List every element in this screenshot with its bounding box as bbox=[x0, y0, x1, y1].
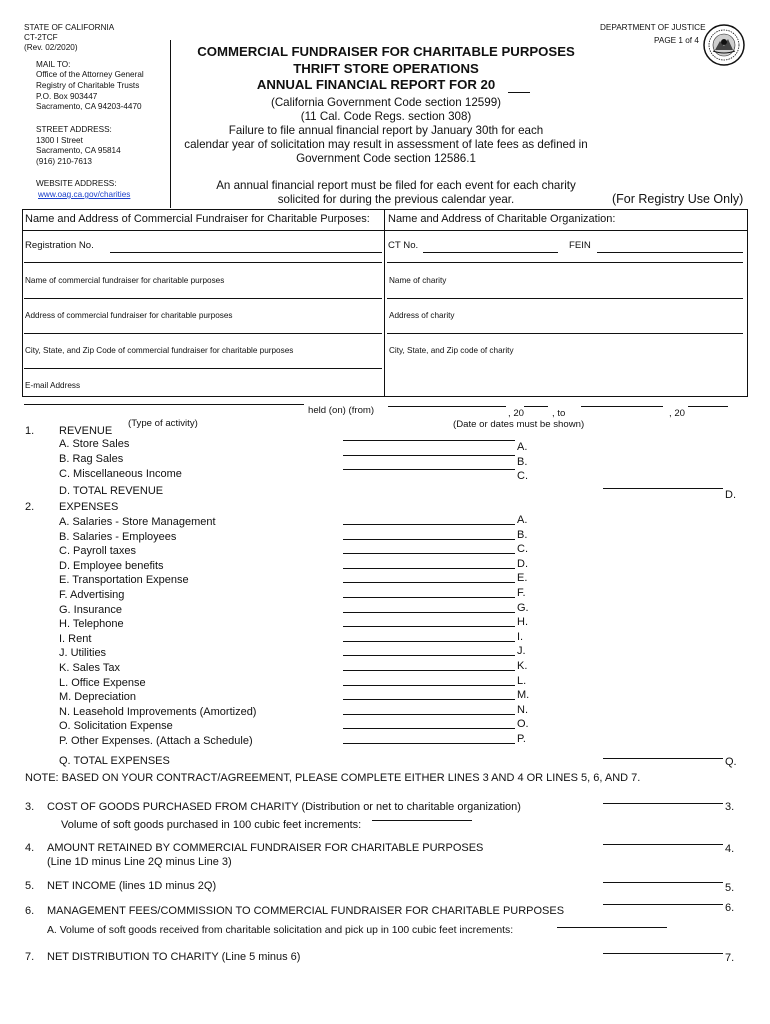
start-year-input[interactable] bbox=[524, 406, 548, 407]
total-revenue-input[interactable] bbox=[603, 488, 723, 489]
fundraiser-name-label: Name of commercial fundraiser for charitable purposes bbox=[25, 276, 225, 285]
line-end-number: 7. bbox=[725, 952, 735, 964]
year-label: , 20 bbox=[508, 408, 525, 419]
registration-input[interactable] bbox=[110, 240, 382, 253]
management-fees-input[interactable] bbox=[603, 904, 723, 905]
line-letter: H. bbox=[517, 616, 528, 629]
activity-type-caption: (Type of activity) bbox=[128, 418, 198, 429]
store-sales-input[interactable] bbox=[343, 440, 515, 441]
expense-amount-input[interactable] bbox=[343, 655, 515, 656]
expense-item-label: J. Utilities bbox=[59, 647, 107, 660]
line-letter: N. bbox=[517, 703, 528, 716]
cost-of-goods-label: COST OF GOODS PURCHASED FROM CHARITY (Distribution or net to charitable organization) bbox=[47, 801, 521, 813]
website-label: WEBSITE ADDRESS: bbox=[36, 179, 117, 188]
line-letter: E. bbox=[517, 572, 528, 585]
line-end-number: 3. bbox=[725, 801, 735, 813]
line-letter: I. bbox=[517, 630, 524, 643]
line-letter: L. bbox=[517, 674, 527, 687]
expense-item-label: F. Advertising bbox=[59, 589, 125, 601]
line-letter: P. bbox=[517, 733, 526, 745]
line-number: 6. bbox=[25, 905, 35, 917]
form-revision: (Rev. 02/2020) bbox=[24, 43, 78, 52]
fundraiser-name-input[interactable] bbox=[24, 262, 382, 263]
fundraiser-address-input[interactable] bbox=[24, 298, 382, 299]
amount-retained-label: AMOUNT RETAINED BY COMMERCIAL FUNDRAISER FOR CHARITABLE PURPOSES bbox=[47, 842, 484, 854]
line-number: 7. bbox=[25, 951, 35, 963]
filing-note: solicited for during the previous calendar year. bbox=[277, 193, 515, 206]
activity-type-input[interactable] bbox=[24, 404, 304, 405]
misc-income-input[interactable] bbox=[343, 469, 515, 470]
expense-item-label: K. Sales Tax bbox=[59, 662, 120, 674]
rag-sales-input[interactable] bbox=[343, 455, 515, 456]
line-end-number: 4. bbox=[725, 843, 735, 855]
form-title: COMMERCIAL FUNDRAISER FOR CHARITABLE PURPOSES bbox=[197, 44, 575, 59]
expense-item-label: B. Salaries - Employees bbox=[59, 530, 177, 543]
department-label: DEPARTMENT OF JUSTICE bbox=[600, 23, 706, 32]
line-letter: C. bbox=[517, 543, 528, 556]
expense-item-label: I. Rent bbox=[59, 632, 92, 645]
report-year-title: ANNUAL FINANCIAL REPORT FOR 20 bbox=[256, 77, 496, 92]
charity-name-label: Name of charity bbox=[389, 276, 447, 285]
expense-amount-input[interactable] bbox=[343, 597, 515, 598]
revenue-item: C. Miscellaneous Income bbox=[59, 468, 182, 480]
expense-item-label: N. Leasehold Improvements (Amortized) bbox=[59, 705, 257, 718]
start-date-input[interactable] bbox=[388, 406, 506, 407]
expense-item-label: D. Employee benefits bbox=[59, 559, 164, 572]
page-number: PAGE 1 of 4 bbox=[654, 36, 699, 45]
filing-note: An annual financial report must be filed for each event for each charity bbox=[216, 179, 576, 192]
line-letter: F. bbox=[517, 587, 526, 599]
management-fees-label: MANAGEMENT FEES/COMMISSION TO COMMERCIAL FUNDRAISER FOR CHARITABLE PURPOSES bbox=[47, 905, 565, 917]
soft-goods-volume-label: Volume of soft goods purchased in 100 cubic feet increments: bbox=[61, 819, 362, 831]
mail-to-line: Sacramento, CA 94203-4470 bbox=[36, 102, 142, 111]
email-input[interactable] bbox=[24, 368, 382, 369]
expense-amount-input[interactable] bbox=[343, 743, 515, 744]
line-letter: C. bbox=[517, 470, 528, 482]
fundraiser-address-label: Address of commercial fundraiser for charitable purposes bbox=[25, 311, 233, 320]
revenue-item: B. Rag Sales bbox=[59, 453, 124, 465]
expense-amount-input[interactable] bbox=[343, 714, 515, 715]
cost-of-goods-input[interactable] bbox=[603, 803, 723, 804]
line-number: 4. bbox=[25, 842, 35, 854]
line-letter: O. bbox=[517, 718, 529, 731]
registry-use-label: (For Registry Use Only) bbox=[612, 192, 744, 206]
line-letter: A. bbox=[517, 441, 528, 453]
year-label: , 20 bbox=[669, 408, 686, 419]
end-year-input[interactable] bbox=[688, 406, 728, 407]
line-letter: Q. bbox=[725, 756, 737, 768]
form-id: CT-2TCF bbox=[24, 33, 58, 42]
fein-label: FEIN bbox=[569, 240, 591, 251]
charity-address-label: Address of charity bbox=[389, 311, 455, 320]
expense-item-label: C. Payroll taxes bbox=[59, 545, 137, 558]
revenue-total: D. TOTAL REVENUE bbox=[59, 485, 164, 497]
charity-address-input[interactable] bbox=[387, 298, 743, 299]
expense-item-label: E. Transportation Expense bbox=[59, 574, 189, 587]
expense-amount-input[interactable] bbox=[343, 568, 515, 569]
code-citation: (11 Cal. Code Regs. section 308) bbox=[300, 110, 472, 123]
line-letter: M. bbox=[517, 689, 530, 702]
late-fee-warning: Failure to file annual financial report by January 30th for each bbox=[228, 124, 544, 137]
phone-number: (916) 210-7613 bbox=[36, 157, 92, 166]
expense-item-label: L. Office Expense bbox=[59, 676, 146, 689]
code-citation: (California Government Code section 12599) bbox=[270, 96, 502, 109]
line-letter: A. bbox=[517, 514, 528, 526]
charity-name-input[interactable] bbox=[387, 262, 743, 263]
expense-amount-input[interactable] bbox=[343, 728, 515, 729]
expense-amount-input[interactable] bbox=[343, 670, 515, 671]
line-end-number: 6. bbox=[725, 902, 735, 914]
expenses-number: 2. bbox=[25, 501, 35, 513]
mail-to-line: P.O. Box 903447 bbox=[36, 92, 98, 101]
website-link[interactable]: www.oag.ca.gov/charities bbox=[38, 190, 131, 199]
charity-heading: Name and Address of Charitable Organization: bbox=[388, 213, 616, 225]
line-letter: J. bbox=[517, 645, 526, 658]
mail-to-line: Office of the Attorney General bbox=[36, 70, 144, 79]
to-label: , to bbox=[552, 408, 566, 419]
fundraiser-city-label: City, State, and Zip Code of commercial fundraiser for charitable purposes bbox=[25, 346, 294, 355]
end-date-input[interactable] bbox=[581, 406, 663, 407]
total-expenses-input[interactable] bbox=[603, 758, 723, 759]
line-letter: D. bbox=[517, 557, 528, 570]
charity-city-input[interactable] bbox=[387, 333, 743, 334]
line-number: 5. bbox=[25, 880, 35, 892]
expense-amount-input[interactable] bbox=[343, 685, 515, 686]
fundraiser-heading: Name and Address of Commercial Fundraiser for Charitable Purposes: bbox=[25, 213, 370, 225]
soft-goods-received-input[interactable] bbox=[557, 927, 667, 928]
expense-item-label: O. Solicitation Expense bbox=[59, 720, 173, 733]
expense-item-label: M. Depreciation bbox=[59, 691, 137, 704]
line-letter: K. bbox=[517, 660, 528, 672]
fein-input[interactable] bbox=[597, 240, 743, 253]
ct-no-label: CT No. bbox=[388, 240, 419, 251]
dates-caption: (Date or dates must be shown) bbox=[453, 419, 585, 430]
amount-retained-formula: (Line 1D minus Line 2Q minus Line 3) bbox=[47, 856, 232, 868]
street-line: 1300 I Street bbox=[36, 136, 83, 145]
expenses-total: Q. TOTAL EXPENSES bbox=[59, 755, 170, 767]
net-income-label: NET INCOME (lines 1D minus 2Q) bbox=[47, 880, 217, 892]
amount-retained-input[interactable] bbox=[603, 844, 723, 845]
state-seal-icon bbox=[703, 24, 745, 66]
charity-city-label: City, State, and Zip code of charity bbox=[389, 346, 514, 355]
state-label: STATE OF CALIFORNIA bbox=[24, 23, 115, 32]
expense-amount-input[interactable] bbox=[343, 539, 515, 540]
expense-amount-input[interactable] bbox=[343, 582, 515, 583]
expense-amount-input[interactable] bbox=[343, 553, 515, 554]
expense-item-label: A. Salaries - Store Management bbox=[59, 516, 216, 528]
street-label: STREET ADDRESS: bbox=[36, 125, 112, 134]
late-fee-warning: Government Code section 12586.1 bbox=[296, 152, 476, 165]
form-subtitle: THRIFT STORE OPERATIONS bbox=[293, 61, 479, 76]
instructions-note: NOTE: BASED ON YOUR CONTRACT/AGREEMENT, PLEASE COMPLETE EITHER LINES 3 AND 4 OR LINES 5, 6, AND 7. bbox=[25, 772, 641, 784]
held-label: held (on) (from) bbox=[308, 405, 375, 416]
net-distribution-label: NET DISTRIBUTION TO CHARITY (Line 5 minus 6) bbox=[47, 951, 301, 963]
line-letter: B. bbox=[517, 456, 528, 468]
expense-amount-input[interactable] bbox=[343, 612, 515, 613]
soft-goods-volume-input[interactable] bbox=[372, 820, 472, 821]
mail-to-line: Registry of Charitable Trusts bbox=[36, 81, 140, 90]
revenue-number: 1. bbox=[25, 425, 35, 437]
late-fee-warning: calendar year of solicitation may result in assessment of late fees as defined in bbox=[184, 138, 588, 151]
street-line: Sacramento, CA 95814 bbox=[36, 146, 121, 155]
expense-item-label: P. Other Expenses. (Attach a Schedule) bbox=[59, 735, 253, 747]
expense-item-label: H. Telephone bbox=[59, 618, 124, 631]
revenue-item: A. Store Sales bbox=[59, 438, 130, 450]
line-letter: D. bbox=[725, 489, 736, 501]
fundraiser-city-input[interactable] bbox=[24, 333, 382, 334]
line-letter: B. bbox=[517, 528, 528, 541]
expense-amount-input[interactable] bbox=[343, 626, 515, 627]
line-end-number: 5. bbox=[725, 882, 735, 894]
expense-amount-input[interactable] bbox=[343, 641, 515, 642]
revenue-heading: REVENUE bbox=[59, 425, 113, 437]
ct-no-input[interactable] bbox=[423, 240, 558, 253]
report-year-input[interactable] bbox=[508, 80, 530, 93]
expenses-heading: EXPENSES bbox=[59, 501, 119, 513]
soft-goods-received-label: A. Volume of soft goods received from charitable solicitation and pick up in 100 cubic feet increments: bbox=[47, 925, 514, 936]
registration-label: Registration No. bbox=[25, 240, 94, 251]
mail-to-label: MAIL TO: bbox=[36, 60, 71, 69]
net-distribution-input[interactable] bbox=[603, 953, 723, 954]
net-income-input[interactable] bbox=[603, 882, 723, 883]
expense-amount-input[interactable] bbox=[343, 524, 515, 525]
line-number: 3. bbox=[25, 801, 35, 813]
expense-amount-input[interactable] bbox=[343, 699, 515, 700]
email-label: E-mail Address bbox=[25, 381, 81, 390]
line-letter: G. bbox=[517, 601, 529, 614]
expense-item-label: G. Insurance bbox=[59, 603, 122, 616]
